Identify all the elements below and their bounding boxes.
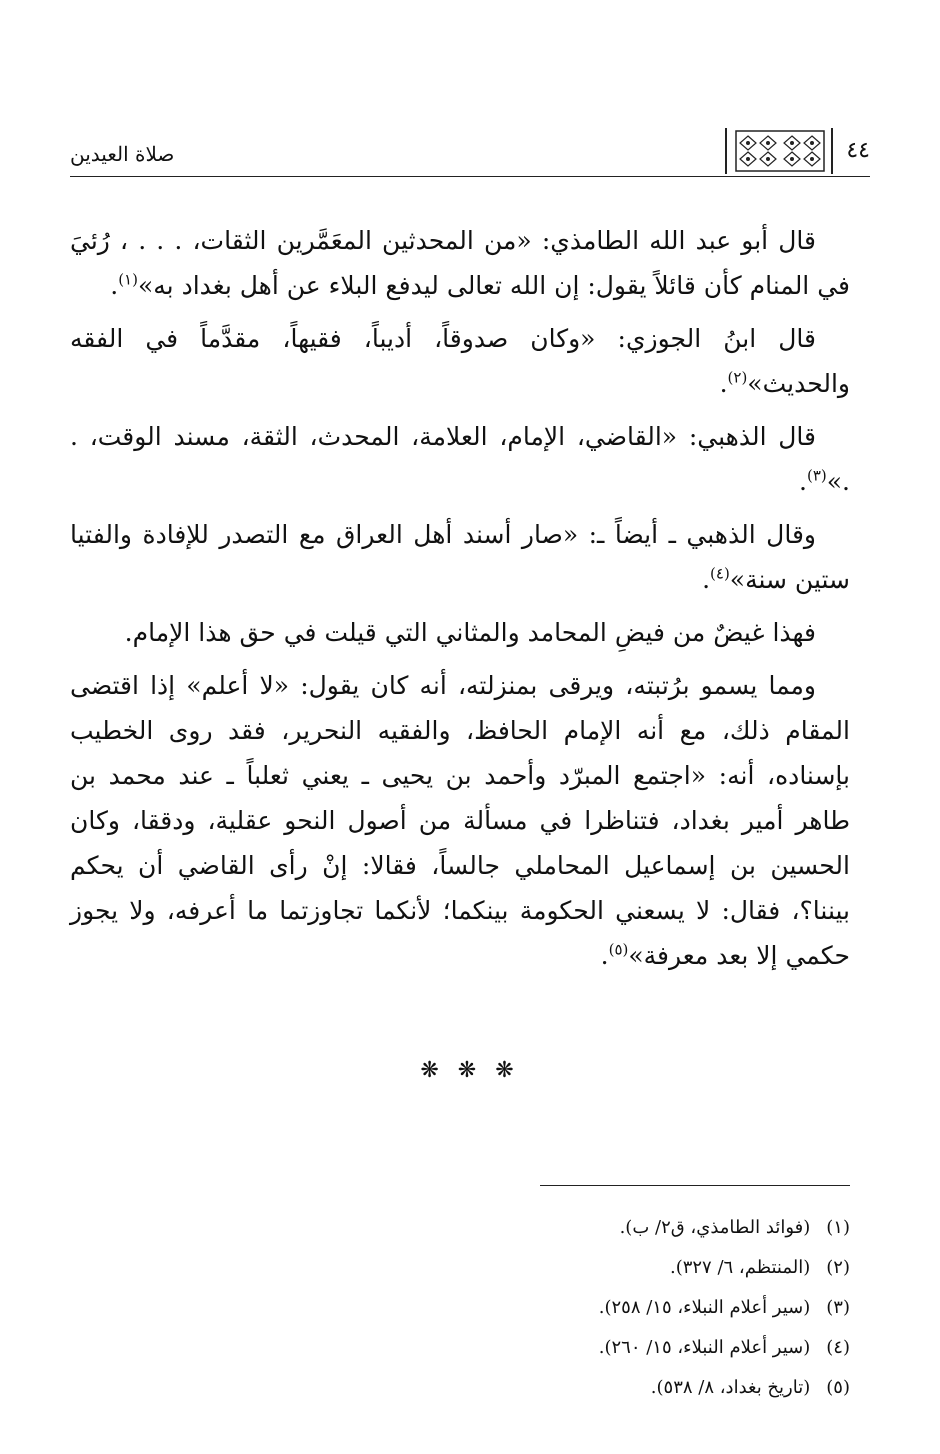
footnote-number: (١): [826, 1217, 850, 1238]
geometric-ornament-icon: [720, 128, 840, 174]
paragraph-text: قال الذهبي: «القاضي، الإمام، العلامة، المحدث، الثقة، مسند الوقت، . .»: [70, 422, 850, 496]
paragraph-text: قال ابنُ الجوزي: «وكان صدوقاً، أديباً، فقيهاً، مقدَّماً في الفقه والحديث»: [70, 324, 850, 398]
footnote-item: [300, 1328, 850, 1368]
footnote-item: [300, 1288, 850, 1328]
footnote-text: (المنتظم، ٦/ ٣٢٧).: [669, 1257, 811, 1278]
paragraph-text: فهذا غيضٌ من فيضِ المحامد والمثاني التي قيلت في حق هذا الإمام.: [124, 618, 816, 647]
paragraph-tail: .: [110, 271, 119, 300]
footnote-text: (فوائد الطامذي، ق٢/ ب).: [619, 1217, 811, 1238]
footnote-ref: (٢): [727, 368, 748, 387]
footnote-ref: (٤): [710, 564, 730, 583]
paragraph-text: وقال الذهبي ـ أيضاً ـ: «صار أسند أهل العراق مع التصدر للإفادة والفتيا ستين سنة»: [70, 520, 850, 594]
footnote-text: (سير أعلام النبلاء، ١٥/ ٢٦٠).: [598, 1337, 811, 1358]
footnote-ref: (٥): [608, 940, 629, 959]
footnote-number: (٣): [826, 1297, 850, 1318]
section-separator-icon: ❋ ❋ ❋: [420, 1058, 520, 1083]
paragraph-text: قال أبو عبد الله الطامذي: «من المحدثين المعَمَّرين الثقات، . . . ، رُئيَ في المنام كأن قائلاً يقول: إن الله تعالى ليدفع البلاء عن أهل بغداد به»: [70, 226, 850, 300]
footnote-ref: (١): [118, 270, 138, 289]
header-divider: [70, 176, 870, 177]
paragraph: [70, 316, 850, 406]
page-header: [70, 128, 870, 178]
footnote-text: (سير أعلام النبلاء، ١٥/ ٢٥٨).: [598, 1297, 811, 1318]
footnote-divider: [540, 1185, 850, 1186]
paragraph-tail: .: [799, 467, 807, 496]
footnote-item: [300, 1248, 850, 1288]
footnote-number: (٥): [826, 1377, 850, 1398]
paragraph: [70, 512, 850, 602]
paragraph-text: ومما يسمو برُتبته، ويرقى بمنزلته، أنه كان يقول: «لا أعلم» إذا اقتضى المقام ذلك، مع أنه الإمام الحافظ، والفقيه النحرير، فقد روى الخطيب بإسناده، أنه: «اجتمع المبرّد وأحمد بن يحيى ـ يعني ثعلباً ـ عند محمد بن طاهر أمير بغداد، فتناظرا في مسألة من أصول النحو عقلية، ودققا، وكان الحسين بن إسماعيل المحاملي جالساً، فقالا: إنْ رأى القاضي أن يحكم بيننا؟، فقال: لا يسعني الحكومة بينكما؛ لأنكما تجاوزتما ما أعرفه، ولا يجوز حكمي إلا بعد معرفة»: [70, 671, 850, 970]
footnote-item: [300, 1368, 850, 1408]
footnote-text: (تاريخ بغداد، ٨/ ٥٣٨).: [650, 1377, 811, 1398]
footnote-number: (٤): [826, 1337, 850, 1358]
footnote-number: (٢): [826, 1257, 850, 1278]
footnotes: [300, 1208, 850, 1408]
page-number: ٤٤: [846, 138, 870, 163]
main-text: [70, 218, 850, 986]
footnote-ref: (٣): [806, 466, 827, 485]
paragraph: [70, 218, 850, 308]
paragraph-tail: .: [719, 369, 728, 398]
paragraph: [70, 663, 850, 978]
paragraph-tail: .: [600, 941, 609, 970]
paragraph-tail: .: [702, 565, 711, 594]
footnote-item: [300, 1208, 850, 1248]
paragraph: [70, 610, 850, 655]
running-title: صلاة العيدين: [70, 142, 175, 166]
paragraph: [70, 414, 850, 504]
